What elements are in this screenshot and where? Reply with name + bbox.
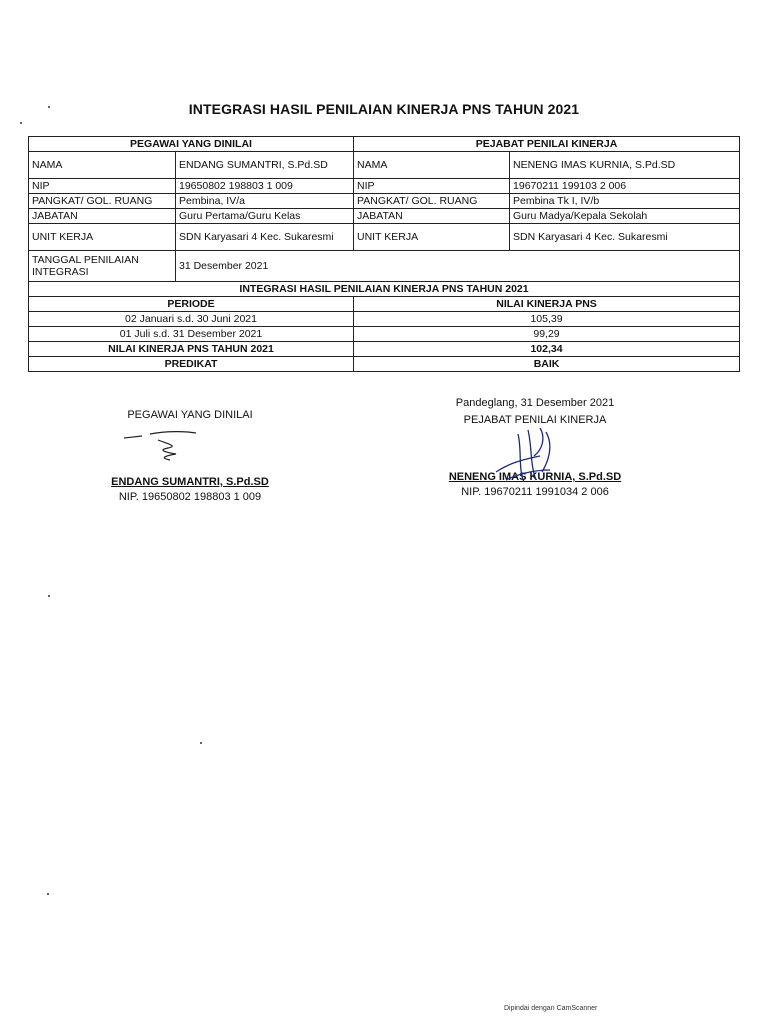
label-tanggal: TANGGAL PENILAIAN INTEGRASI: [29, 251, 176, 282]
signature-left-name: ENDANG SUMANTRI, S.Pd.SD: [111, 476, 269, 488]
label-nama-left: NAMA: [29, 152, 176, 179]
label-pangkat-right: PANGKAT/ GOL. RUANG: [354, 194, 510, 209]
scan-speck: [20, 122, 22, 124]
signature-right-scribble: [488, 420, 568, 500]
label-jabatan-left: JABATAN: [29, 209, 176, 224]
value-jabatan-left: Guru Pertama/Guru Kelas: [176, 209, 354, 224]
value-unit-left: SDN Karyasari 4 Kec. Sukaresmi: [176, 224, 354, 251]
value-nip-right: 19670211 199103 2 006: [510, 179, 740, 194]
signature-right-place-date: Pandeglang, 31 Desember 2021: [455, 397, 615, 409]
integration-title: INTEGRASI HASIL PENILAIAN KINERJA PNS TAHUN 2021: [29, 282, 740, 297]
label-pangkat-left: PANGKAT/ GOL. RUANG: [29, 194, 176, 209]
value-nip-left: 19650802 198803 1 009: [176, 179, 354, 194]
header-pegawai: PEGAWAI YANG DINILAI: [29, 137, 354, 152]
label-jabatan-right: JABATAN: [354, 209, 510, 224]
document-title: INTEGRASI HASIL PENILAIAN KINERJA PNS TAHUN 2021: [188, 101, 580, 117]
scan-speck: [48, 106, 50, 108]
scan-speck: [200, 742, 202, 744]
label-nip-right: NIP: [354, 179, 510, 194]
signature-left-scribble: [120, 428, 200, 468]
col-periode: PERIODE: [29, 297, 354, 312]
predikat-label: PREDIKAT: [29, 357, 354, 372]
label-unit-left: UNIT KERJA: [29, 224, 176, 251]
scan-speck: [48, 595, 50, 597]
nilai-2: 99,29: [354, 327, 740, 342]
scanner-watermark: Dipindai dengan CamScanner: [504, 1005, 598, 1012]
value-tanggal: 31 Desember 2021: [176, 251, 740, 282]
periode-1: 02 Januari s.d. 30 Juni 2021: [29, 312, 354, 327]
scan-speck: [47, 893, 49, 895]
periode-2: 01 Juli s.d. 31 Desember 2021: [29, 327, 354, 342]
nilai-1: 105,39: [354, 312, 740, 327]
value-nama-left: ENDANG SUMANTRI, S.Pd.SD: [176, 152, 354, 179]
value-jabatan-right: Guru Madya/Kepala Sekolah: [510, 209, 740, 224]
label-nama-right: NAMA: [354, 152, 510, 179]
signature-right-nip: NIP. 19670211 1991034 2 006: [461, 486, 609, 498]
signature-right-role: PEJABAT PENILAI KINERJA: [463, 414, 607, 426]
assessment-table: [28, 136, 740, 372]
total-label: NILAI KINERJA PNS TAHUN 2021: [29, 342, 354, 357]
value-nama-right: NENENG IMAS KURNIA, S.Pd.SD: [510, 152, 740, 179]
value-pangkat-right: Pembina Tk I, IV/b: [510, 194, 740, 209]
signature-left-nip: NIP. 19650802 198803 1 009: [118, 491, 262, 503]
value-unit-right: SDN Karyasari 4 Kec. Sukaresmi: [510, 224, 740, 251]
header-pejabat: PEJABAT PENILAI KINERJA: [354, 137, 740, 152]
value-pangkat-left: Pembina, IV/a: [176, 194, 354, 209]
label-nip-left: NIP: [29, 179, 176, 194]
total-value: 102,34: [354, 342, 740, 357]
signature-left-role: PEGAWAI YANG DINILAI: [127, 409, 253, 421]
col-nilai: NILAI KINERJA PNS: [354, 297, 740, 312]
label-unit-right: UNIT KERJA: [354, 224, 510, 251]
predikat-value: BAIK: [354, 357, 740, 372]
signature-right-name: NENENG IMAS KURNIA, S.Pd.SD: [448, 471, 622, 483]
